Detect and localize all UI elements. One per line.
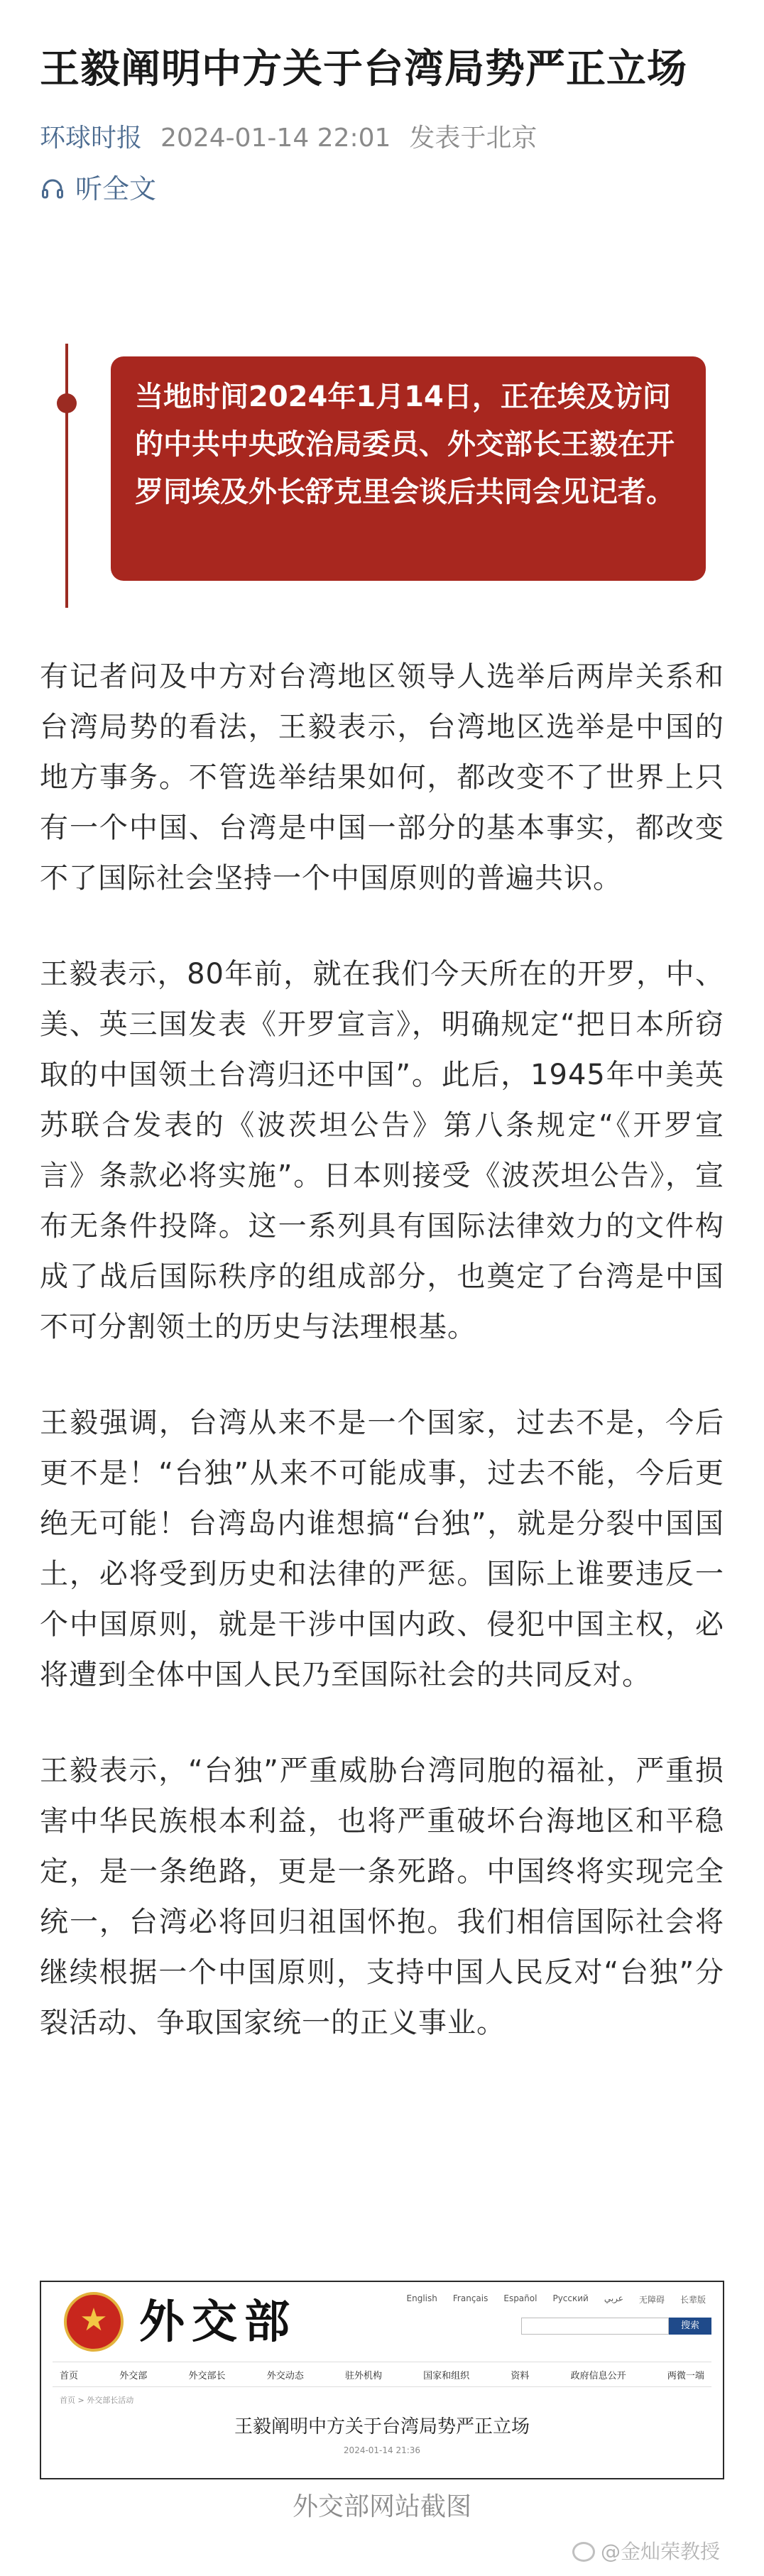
nav-item: 资料 bbox=[511, 2370, 530, 2381]
listen-label: 听全文 bbox=[75, 173, 157, 204]
lang-link: Русский bbox=[552, 2293, 589, 2303]
lang-link: 无障碍 bbox=[638, 2295, 665, 2305]
lang-link: عربي bbox=[604, 2293, 623, 2303]
weibo-icon bbox=[572, 2542, 595, 2562]
article-header bbox=[40, 0, 724, 209]
language-links bbox=[407, 2293, 706, 2305]
source-link[interactable]: 环球时报 bbox=[40, 124, 143, 153]
screenshot-page-title: 王毅阐明中方关于台湾局势严正立场 bbox=[234, 2416, 530, 2438]
watermark bbox=[572, 2538, 720, 2566]
lang-link: Français bbox=[452, 2293, 489, 2303]
callout-line bbox=[65, 344, 68, 608]
nav-item: 外交部长 bbox=[188, 2370, 226, 2381]
publish-location: 发表于北京 bbox=[409, 124, 537, 153]
article-title: 王毅阐明中方关于台湾局势严正立场 bbox=[40, 46, 687, 92]
watermark-text: @金灿荣教授 bbox=[600, 2540, 720, 2563]
breadcrumb: 首页 > 外交部长活动 bbox=[60, 2396, 134, 2405]
callout-text: 当地时间2024年1月14日，正在埃及访问的中共中央政治局委员、外交部长王毅在开罗同埃及外长舒克里会谈后共同会见记者。 bbox=[111, 356, 706, 581]
lang-link: 长辈版 bbox=[680, 2295, 706, 2305]
listen-button[interactable] bbox=[40, 169, 724, 209]
paragraph: 有记者问及中方对台湾地区领导人选举后两岸关系和台湾局势的看法，王毅表示，台湾地区选举是中国的地方事务。不管选举结果如何，都改变不了世界上只有一个中国、台湾是中国一部分的基本事实，都改变不了国际社会坚持一个中国原则的普遍共识。 bbox=[40, 660, 724, 895]
search-button: 搜索 bbox=[669, 2318, 711, 2335]
article-meta bbox=[40, 121, 724, 156]
mfa-website-screenshot[interactable] bbox=[40, 2281, 724, 2479]
article-body bbox=[40, 652, 724, 2094]
image-caption: 外交部网站截图 bbox=[292, 2492, 471, 2521]
nav-item: 外交动态 bbox=[266, 2370, 304, 2381]
mfa-logo: 外交部 bbox=[139, 2296, 297, 2349]
lang-link: English bbox=[406, 2293, 437, 2303]
publish-time: 2024-01-14 22:01 bbox=[160, 124, 391, 153]
paragraph: 王毅强调，台湾从来不是一个国家，过去不是，今后更不是！“台独”从来不可能成事，过去不能，今后更绝无可能！台湾岛内谁想搞“台独”，就是分裂中国国土，必将受到历史和法律的严惩。国际上谁要违反一个中国原则，就是干涉中国内政、侵犯中国主权，必将遭到全体中国人民乃至国际社会的共同反对。 bbox=[40, 1407, 724, 1691]
nav-item: 国家和组织 bbox=[423, 2370, 470, 2381]
search-input bbox=[521, 2318, 669, 2335]
national-emblem-icon bbox=[64, 2292, 124, 2352]
paragraph: 王毅表示，80年前，就在我们今天所在的开罗，中、美、英三国发表《开罗宣言》，明确规定“把日本所窃取的中国领土台湾归还中国”。此后，1945年中美英苏联合发表的《波茨坦公告》第八条规定“《开罗宣言》条款必将实施”。日本则接受《波茨坦公告》，宣布无条件投降。这一系列具有国际法律效力的文件构成了战后国际秩序的组成部分，也奠定了台湾是中国不可分割领土的历史与法理根基。 bbox=[40, 958, 724, 1343]
nav-item: 外交部 bbox=[119, 2370, 148, 2381]
headphones-icon bbox=[40, 176, 65, 202]
nav-item: 政府信息公开 bbox=[570, 2370, 626, 2381]
nav-item: 首页 bbox=[60, 2370, 79, 2381]
lang-link: Español bbox=[503, 2293, 537, 2303]
paragraph: 王毅表示，“台独”严重威胁台湾同胞的福祉，严重损害中华民族根本利益，也将严重破坏台海地区和平稳定，是一条绝路，更是一条死路。中国终将实现完全统一，台湾必将回归祖国怀抱。我们相信国际社会将继续根据一个中国原则，支持中国人民反对“台独”分裂活动、争取国家统一的正义事业。 bbox=[40, 1754, 724, 2039]
site-nav bbox=[53, 2362, 711, 2387]
nav-item: 两微一端 bbox=[667, 2370, 704, 2381]
screenshot-page-date: 2024-01-14 21:36 bbox=[343, 2445, 421, 2455]
lead-callout bbox=[40, 344, 724, 608]
nav-item: 驻外机构 bbox=[344, 2370, 382, 2381]
callout-dot bbox=[57, 393, 77, 413]
